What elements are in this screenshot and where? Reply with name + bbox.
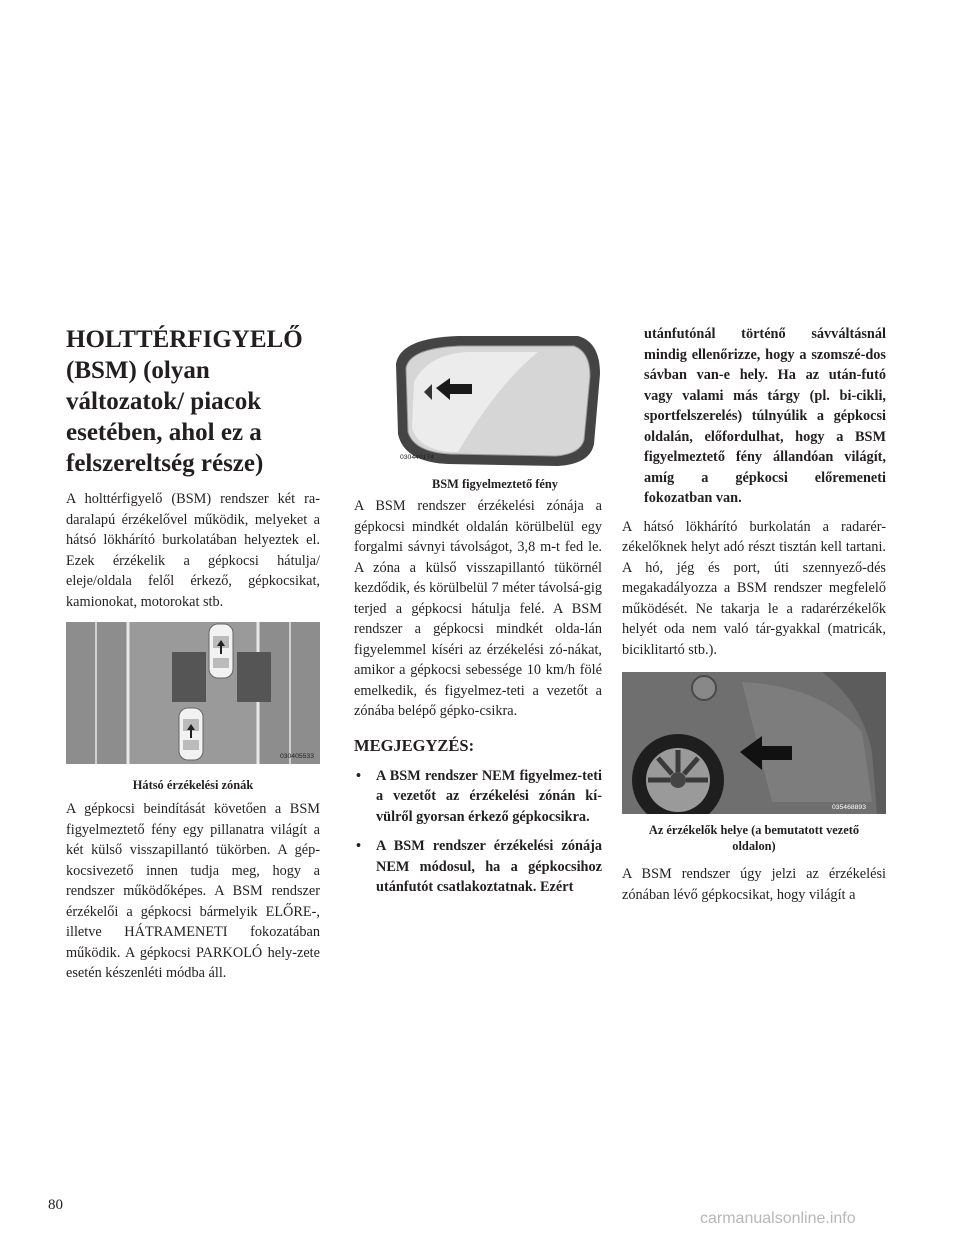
figure-caption: Hátsó érzékelési zónák <box>132 778 254 792</box>
figure-code: 030405533 <box>279 753 314 760</box>
page-number: 80 <box>48 1197 63 1213</box>
figure-code: 030440174 <box>400 454 435 461</box>
note-list <box>354 766 602 898</box>
figure-code: 035468893 <box>831 804 866 811</box>
column-middle <box>354 324 602 907</box>
figure-mirror-light <box>388 324 602 470</box>
body-paragraph: A gépkocsi beindítását követően a BSM figyelmeztető fény egy pillanatra világít a két külső visszapillantó tükörben. A gép-kocsivezető innen tudja meg, hogy a rendszer működőképes. A BSM rendszer érzékelői a gépkocsi bármelyik ELŐRE-, illetve HÁTRAMENETI fokozatában működik. A gépkocsi PARKOLÓ hely-zete esetén készenléti módba áll. <box>66 801 320 981</box>
note-item: • A BSM rendszer érzékelési zónája NEM módosul, ha a gépkocsihoz utánfutót csatlakoztatnak. Ezért <box>354 836 602 898</box>
intro-paragraph: A holttérfigyelő (BSM) rendszer két ra-daralapú érzékelővel működik, melyeket a hátsó lökhárító burkolatában helyeztek el. Ezek érzékelik a gépkocsi hátulja/ eleje/oldala felől érkező, gépkocsikat, kamionokat, motorokat stb. <box>66 491 320 610</box>
figure-caption: BSM figyelmeztető fény <box>432 477 558 491</box>
note-continuation: utánfutónál történő sávváltásnál mindig ellenőrizze, hogy a szomszé-dos sávban van-e hely. Ha az után-futó vagy valami más tárgy (pl. bi-cikli, sportfelszerelés) túlnyúlik a gépkocsi oldalán, előfordulhat, hogy a BSM figyelmeztető fény állandóan világít, amíg a gépkocsi előremeneti fokozatban van. <box>644 326 886 506</box>
figure-caption: Az érzékelők helye (a bemutatott vezető oldalon) <box>648 823 860 853</box>
column-left <box>66 324 320 984</box>
body-paragraph: A BSM rendszer úgy jelzi az érzékelési zónában lévő gépkocsikat, hogy világít a <box>622 866 886 903</box>
watermark-footer: carmanualsonline.info <box>700 1210 856 1227</box>
note-item: • A BSM rendszer NEM figyelmez-teti a vezetőt az érzékelési zónán kí-vülről gyorsan érkező gépkocsikra. <box>354 766 602 828</box>
body-paragraph: A BSM rendszer érzékelési zónája a gépkocsi mindkét oldalán körülbelül egy forgalmi sávnyi távolságot, 3,8 m-t fed le. A zóna a külső visszapillantó tükörnél kezdődik, és körülbelül 7 méter távolsá-gig terjed a gépkocsi hátulja felé. A BSM rendszer a gépkocsi mindkét olda-lán figyelemmel kíséri az érzékelési zó-nákat, amikor a gépkocsi sebessége 10 km/h fölé emelkedik, és figyelmez-teti a vezetőt a zónába belépő gépko-csikra. <box>354 498 602 719</box>
mirror-illustration <box>388 324 602 470</box>
figure-detection-zones <box>66 622 320 769</box>
detection-zones-illustration <box>66 622 320 764</box>
figure-sensor-location <box>622 672 886 814</box>
section-heading: HOLTTÉRFIGYELŐ (BSM) (olyan változatok/ piacok esetében, ahol ez a felszereltség része) <box>66 326 303 477</box>
column-right <box>622 324 886 905</box>
body-paragraph: A hátsó lökhárító burkolatán a radarér-zékelőknek helyt adó részt tisztán kell tartani. A hó, jég és port, úti szennyező-dés megakadályozza a BSM rendszer megfelelő működését. Ne takarja le a radarérzékelők helyét oda nem való tár-gyakkal (matricák, biciklitartó stb.). <box>622 518 886 658</box>
note-heading: MEGJEGYZÉS: <box>354 735 475 755</box>
sensor-location-illustration <box>622 672 886 814</box>
